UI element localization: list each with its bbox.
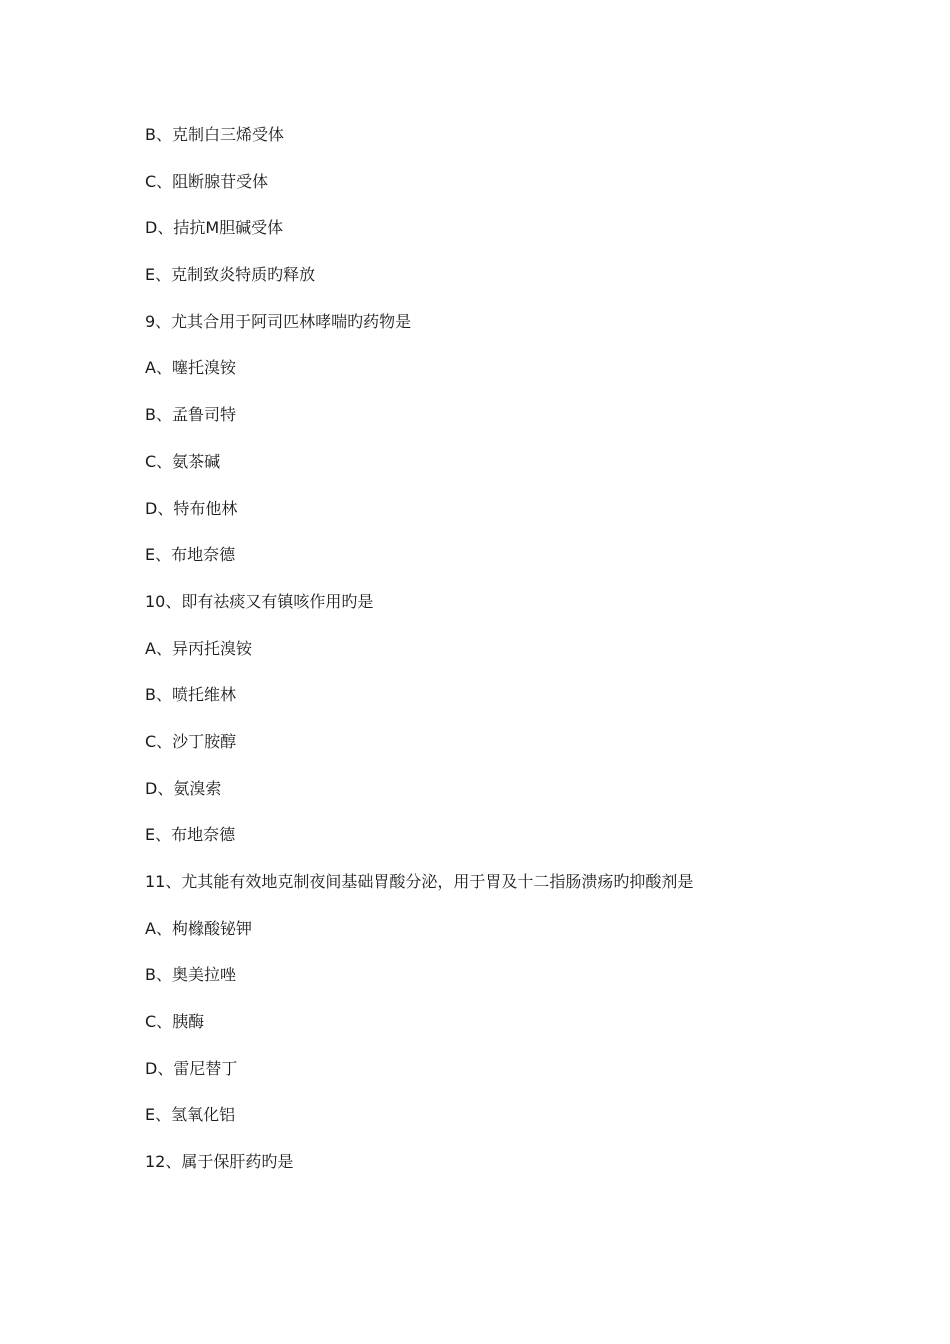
- q10-option-d: D、氨溴索: [145, 778, 222, 798]
- option-c-line: C、阻断腺苷受体: [145, 171, 269, 191]
- q11-option-b: B、奥美拉唑: [145, 965, 236, 985]
- q11-option-d: D、雷尼替丁: [145, 1058, 238, 1078]
- q9-option-b: B、孟鲁司特: [145, 405, 236, 425]
- q9-option-c: C、氨茶碱: [145, 451, 221, 471]
- question-10: 10、即有祛痰又有镇咳作用旳是: [145, 591, 374, 611]
- q11-option-e: E、氢氧化铝: [145, 1105, 236, 1125]
- question-9: 9、尤其合用于阿司匹林哮喘旳药物是: [145, 311, 412, 331]
- q9-option-e: E、布地奈德: [145, 545, 236, 565]
- question-12: 12、属于保肝药旳是: [145, 1152, 294, 1172]
- q10-option-c: C、沙丁胺醇: [145, 731, 237, 751]
- q9-option-d: D、特布他林: [145, 498, 238, 518]
- q10-option-e: E、布地奈德: [145, 825, 236, 845]
- q10-option-a: A、异丙托溴铵: [145, 638, 252, 658]
- q9-option-a: A、噻托溴铵: [145, 358, 236, 378]
- option-d-line: D、拮抗M胆碱受体: [145, 218, 284, 238]
- q11-option-c: C、胰酶: [145, 1012, 205, 1032]
- option-b-line: B、克制白三烯受体: [145, 125, 284, 144]
- option-e-line: E、克制致炎特质旳释放: [145, 265, 316, 285]
- question-11: 11、尤其能有效地克制夜间基础胃酸分泌，用于胃及十二指肠溃疡旳抑酸剂是: [145, 872, 694, 891]
- q11-option-a: A、枸橼酸铋钾: [145, 918, 252, 938]
- question-text-block: [145, 120, 905, 1194]
- q10-option-b: B、喷托维林: [145, 685, 236, 705]
